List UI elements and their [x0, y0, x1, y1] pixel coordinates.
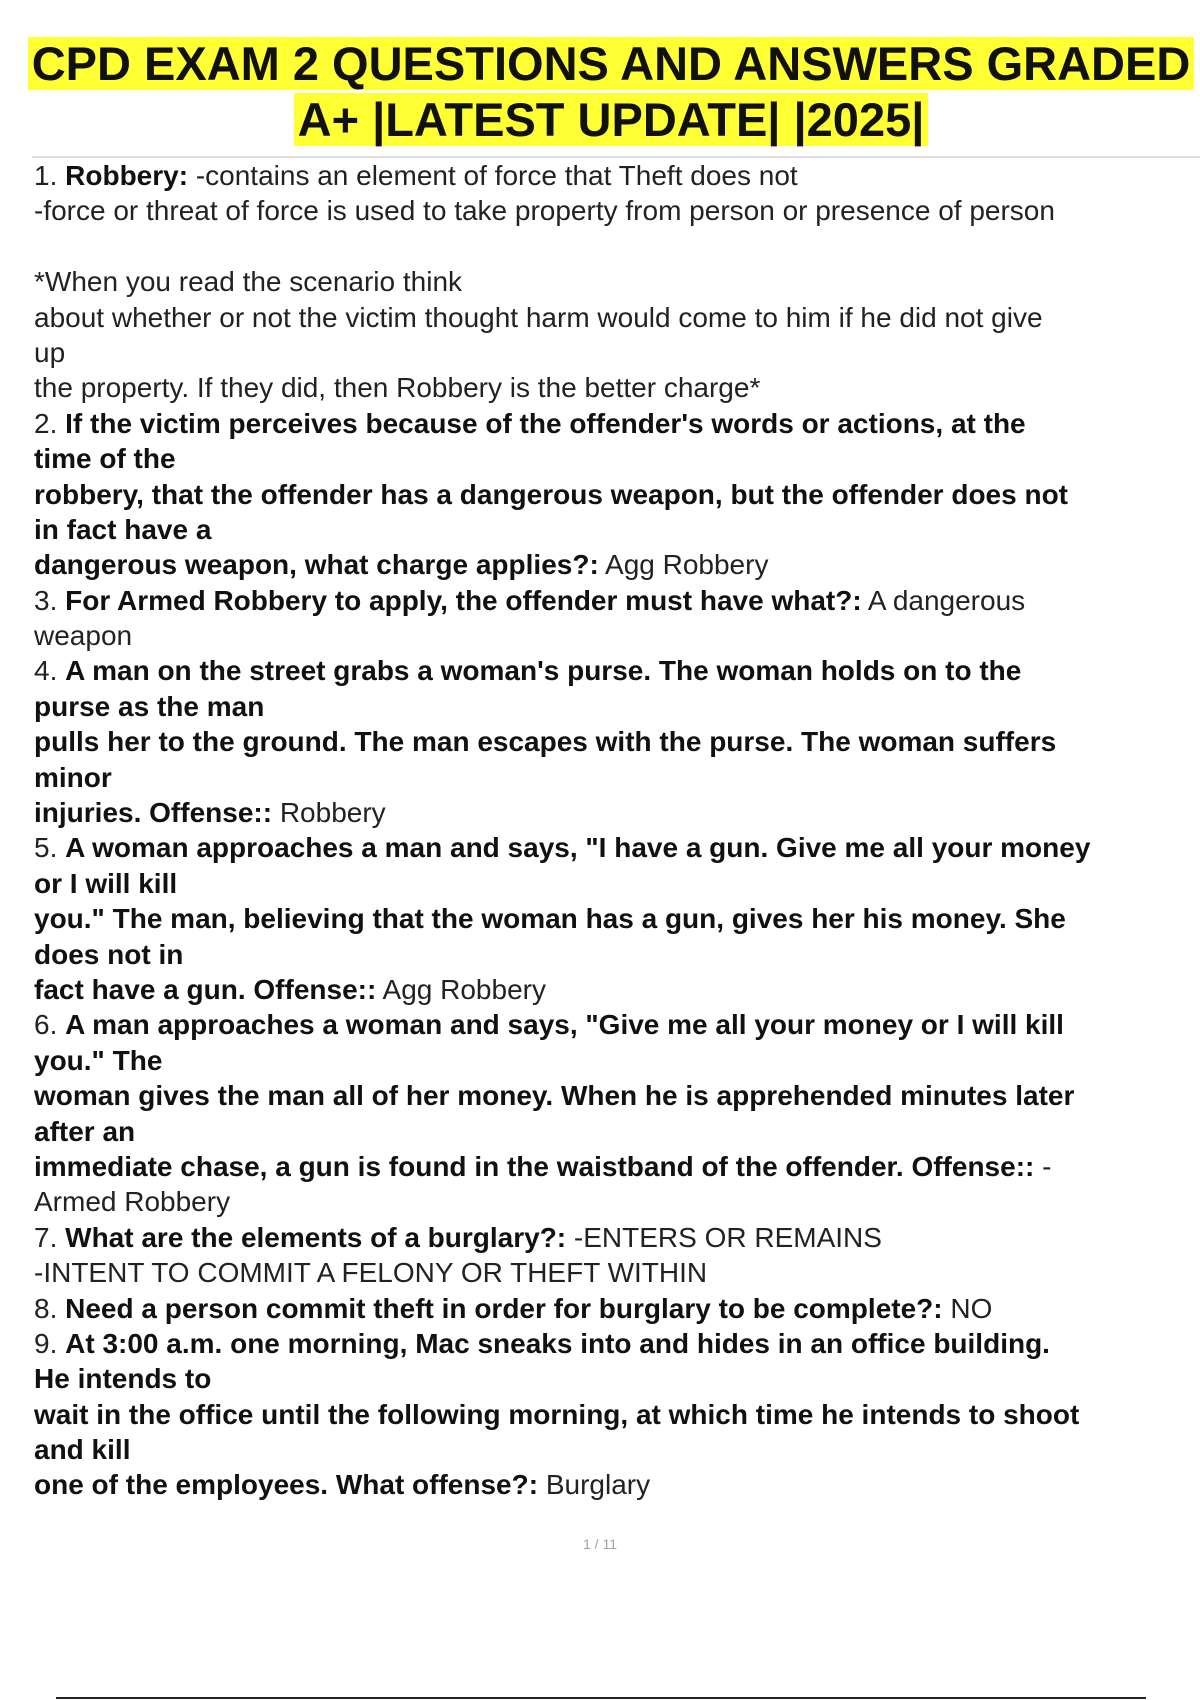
answer-text: -ENTERS OR REMAINS	[566, 1221, 882, 1253]
qa-line	[34, 1397, 1200, 1432]
qa-line	[34, 512, 1200, 547]
question-text: and kill	[34, 1434, 131, 1466]
qa-line	[34, 937, 1200, 972]
bottom-divider	[56, 1697, 1146, 1699]
question-text: does not in	[34, 938, 184, 970]
answer-text: Agg Robbery	[376, 973, 546, 1005]
item-number: 9.	[34, 1327, 58, 1359]
question-text: time of the	[34, 443, 176, 475]
answer-text: Robbery	[272, 797, 386, 829]
question-text: you." The man, believing that the woman has a gun, gives her his money. She	[34, 903, 1066, 935]
qa-line	[34, 1361, 1200, 1396]
qa-line	[34, 795, 1200, 830]
question-text: or I will kill	[34, 867, 178, 899]
answer-text: -	[1034, 1150, 1052, 1182]
qa-list	[34, 158, 1200, 1503]
question-text: At 3:00 a.m. one morning, Mac sneaks into and hides in an office building.	[65, 1327, 1050, 1359]
item-number: 4.	[34, 655, 58, 687]
question-text: For Armed Robbery to apply, the offender must have what?:	[65, 584, 862, 616]
question-text: A man approaches a woman and says, "Give me all your money or I will kill	[65, 1009, 1064, 1041]
qa-line	[34, 583, 1200, 618]
title-line-1: CPD EXAM 2 QUESTIONS AND ANSWERS GRADED	[28, 37, 1195, 90]
qa-line	[34, 724, 1200, 759]
question-text: in fact have a	[34, 513, 212, 545]
qa-line	[34, 972, 1200, 1007]
answer-continuation: about whether or not the victim thought harm would come to him if he did not give	[34, 301, 1043, 333]
qa-line	[34, 653, 1200, 688]
qa-line	[34, 1114, 1200, 1149]
answer-continuation: Armed Robbery	[34, 1186, 231, 1218]
question-text: injuries. Offense::	[34, 797, 273, 829]
question-text: Need a person commit theft in order for burglary to be complete?:	[65, 1292, 943, 1324]
qa-line	[34, 901, 1200, 936]
qa-line	[34, 830, 1200, 865]
question-text: one of the employees. What offense?:	[34, 1469, 539, 1501]
item-number: 7.	[34, 1221, 58, 1253]
question-text: fact have a gun. Offense::	[34, 973, 377, 1005]
qa-line	[34, 547, 1200, 582]
answer-text: Agg Robbery	[598, 549, 769, 581]
question-text: robbery, that the offender has a dangerous weapon, but the offender does not	[34, 478, 1069, 510]
qa-line	[34, 866, 1200, 901]
question-text: purse as the man	[34, 690, 265, 722]
question-text: pulls her to the ground. The man escapes with the purse. The woman suffers	[34, 726, 1057, 758]
item-number: 6.	[34, 1009, 58, 1041]
qa-line	[34, 158, 1200, 193]
qa-line	[34, 441, 1200, 476]
answer-text: -contains an element of force that Theft does not	[188, 160, 798, 191]
qa-line	[34, 1043, 1200, 1078]
document-title	[22, 36, 1200, 148]
item-number: 5.	[34, 832, 58, 864]
qa-line	[34, 1078, 1200, 1113]
question-text: immediate chase, a gun is found in the waistband of the offender. Offense::	[34, 1150, 1035, 1182]
item-number: 1.	[34, 160, 58, 191]
question-text: A woman approaches a man and says, "I have a gun. Give me all your money	[65, 832, 1091, 864]
question-text: He intends to	[34, 1363, 212, 1395]
answer-text: NO	[942, 1292, 993, 1324]
answer-continuation: -INTENT TO COMMIT A FELONY OR THEFT WITHIN	[34, 1257, 708, 1289]
question-text: minor	[34, 761, 112, 793]
page-indicator: 1 / 11	[583, 1536, 617, 1552]
answer-text: Burglary	[538, 1469, 651, 1501]
answer-continuation: up	[34, 336, 66, 368]
qa-line	[34, 1007, 1200, 1042]
item-number: 2.	[34, 407, 58, 439]
question-text: dangerous weapon, what charge applies?:	[34, 549, 599, 581]
question-text: wait in the office until the following morning, at which time he intends to shoot	[34, 1398, 1080, 1430]
qa-line	[34, 1291, 1200, 1326]
answer-continuation: weapon	[34, 620, 133, 652]
qa-line	[34, 477, 1200, 512]
answer-continuation: the property. If they did, then Robbery is the better charge*	[34, 372, 761, 404]
answer-text: A dangerous	[861, 584, 1026, 616]
question-text: A man on the street grabs a woman's purse. The woman holds on to the	[65, 655, 1022, 687]
qa-line	[34, 689, 1200, 724]
qa-line	[34, 1149, 1200, 1184]
qa-line	[34, 1220, 1200, 1255]
qa-line	[34, 760, 1200, 795]
blank-line	[34, 229, 1200, 264]
title-line-2: A+ |LATEST UPDATE| |2025|	[294, 93, 929, 146]
question-text: after an	[34, 1115, 136, 1147]
answer-continuation: -force or threat of force is used to take property from person or presence of person	[34, 195, 1055, 227]
question-text: woman gives the man all of her money. When he is apprehended minutes later	[34, 1080, 1075, 1112]
item-number: 3.	[34, 584, 58, 616]
question-text: you." The	[34, 1044, 163, 1076]
qa-line	[34, 406, 1200, 441]
qa-line	[34, 1432, 1200, 1467]
question-text: Robbery:	[65, 160, 189, 191]
question-text: If the victim perceives because of the offender's words or actions, at the	[65, 407, 1026, 439]
question-text: What are the elements of a burglary?:	[65, 1221, 567, 1253]
qa-line	[34, 1467, 1200, 1502]
qa-line	[34, 1326, 1200, 1361]
answer-continuation: *When you read the scenario think	[34, 266, 463, 298]
item-number: 8.	[34, 1292, 58, 1324]
